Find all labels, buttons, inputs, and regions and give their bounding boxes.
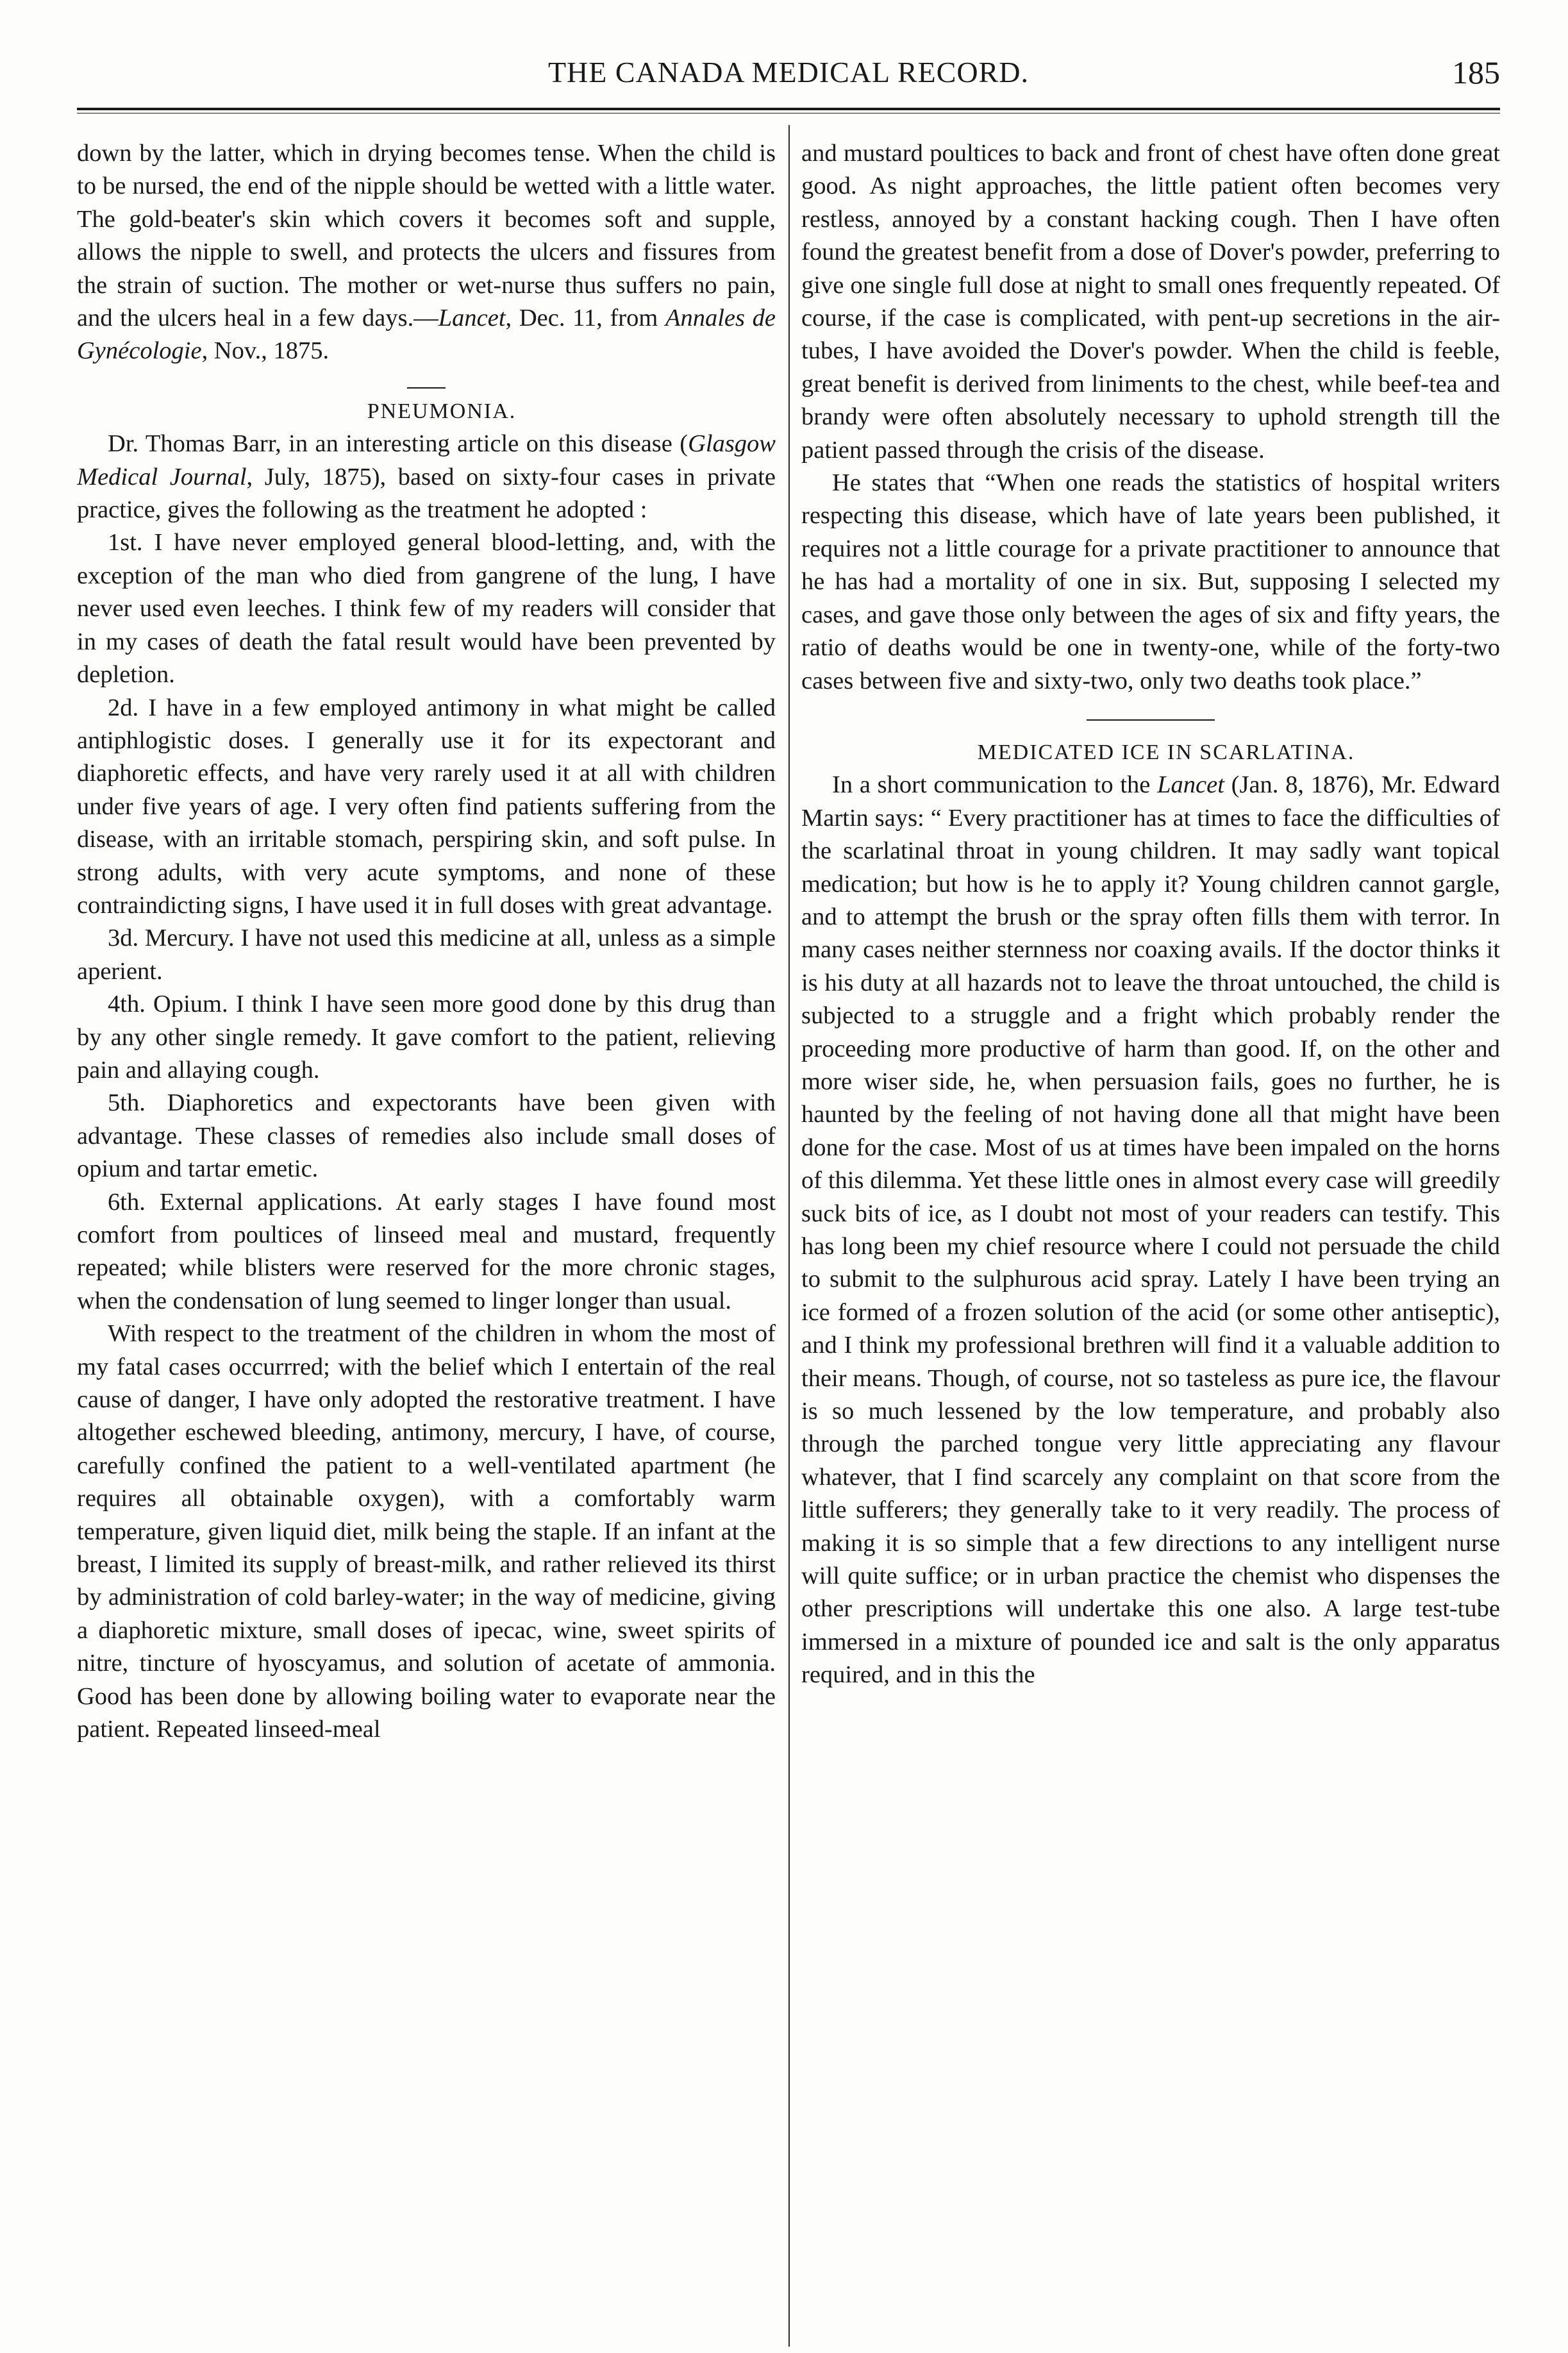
- treatment-item-4: 4th. Opium. I think I have seen more good done by this drug than by any other single remedy. It gave comfort to the patient, relieving pain and allaying cough.: [77, 991, 776, 1084]
- paragraph-children-treatment: With respect to the treatment of the children in whom the most of my fatal cases occurrred; with the belief which I entertain of the real cause of danger, I have only adopted the restorative treatment. I have altogether eschewed bleeding, antimony, mercury, I have, of course, carefully confined the patient to a well-ventilated apartment (he requires all obtainable oxygen), with a comfortably warm temperature, given liquid diet, milk being the staple. If an infant at the breast, I limited its supply of breast-milk, and rather relieved its thirst by administration of cold barley-water; in the way of medicine, giving a diaphoretic mixture, small doses of ipecac, wine, sweet spirits of nitre, tincture of hyoscyamus, and solution of acetate of ammonia. Good has been done by allowing boiling water to evaporate near the patient. Repeated linseed-meal: [77, 1320, 776, 1743]
- citation-lancet: Lancet: [1157, 771, 1224, 799]
- section-heading-pneumonia: PNEUMONIA.: [367, 399, 517, 423]
- column-divider: [788, 125, 790, 2347]
- running-title: THE CANADA MEDICAL RECORD.: [547, 56, 1030, 88]
- citation-lancet: Lancet: [438, 305, 506, 332]
- section-separator: [407, 387, 446, 389]
- section-separator: [1087, 719, 1215, 721]
- treatment-item-3: 3d. Mercury. I have not used this medicine at all, unless as a simple aperient.: [77, 925, 776, 985]
- treatment-item-1: 1st. I have never employed general blood-letting, and, with the exception of the man who died from gangrene of the lung, I have never used even leeches. I think few of my readers will consider that in my cases of death the fatal result would have been prevented by depletion.: [77, 529, 776, 689]
- paragraph-nipple-shield: down by the latter, which in drying becomes tense. When the child is to be nursed, the end of the nipple should be wetted with a little water. The gold-beater's skin which covers it becomes soft and supple, allows the nipple to swell, and protects the ulcers and fissures from the strain of suction. The mother or wet-nurse thus suffers no pain, and the ulcers heal in a few days.—Lancet, Dec. 11, from Annales de Gynécologie, Nov., 1875.: [77, 140, 776, 365]
- treatment-item-2: 2d. I have in a few employed antimony in what might be called antiphlogistic doses. I generally use it for its expectorant and diaphoretic effects, and have very rarely used it at all with children under five years of age. I very often find patients suffering from the disease, with an irritable stomach, perspiring skin, and soft pulse. In strong adults, with very acute symptoms, and none of these contraindicting signs, I have used it in full doses with great advantage.: [77, 694, 776, 919]
- paragraph-intro-barr: Dr. Thomas Barr, in an interesting article on this disease (Glasgow Medical Journal, July, 1875), based on sixty-four cases in private practice, gives the following as the treatment he adopted :: [77, 430, 776, 524]
- header-rule: [77, 108, 1500, 110]
- treatment-item-5: 5th. Diaphoretics and expectorants have been given with advantage. These classes of remedies also include small doses of opium and tartar emetic.: [77, 1089, 776, 1183]
- page-number: 185: [1452, 54, 1500, 90]
- paragraph-medicated-ice: In a short communication to the Lancet (Jan. 8, 1876), Mr. Edward Martin says: “ Every practitioner has at times to face the difficulties of the scarlatinal throat in young children. It may sadly want topical medication; but how is he to apply it? Young children cannot gargle, and to attempt the brush or the spray often fills them with terror. In many cases neither sternness nor coaxing avails. If the doctor thinks it is his duty at all hazards not to leave the throat untouched, the child is subjected to a struggle and a fright which probably render the proceeding more productive of harm than good. If, on the other and more wiser side, he, when persuasion fails, goes no further, he is haunted by the feeling of not having done all that might have been done for the case. Most of us at times have been impaled on the horns of this dilemma. Yet these little ones in almost every case will greedily suck bits of ice, as I doubt not most of your readers can testify. This has long been my chief resource where I could not persuade the child to submit to the sulphurous acid spray. Lately I have been trying an ice formed of a frozen solution of the acid (or some other antiseptic), and I think my professional brethren will find it a valuable addition to their means. Though, of course, not so tasteless as pure ice, the flavour is so much lessened by the low temperature, and probably also through the parched tongue very little appreciating any flavour whatever, that I find scarcely any complaint on that score from the little sufferers; they generally take to it very readily. The process of making it is so simple that a few directions to any intelligent nurse will quite suffice; or in urban practice the chemist who dispenses the other prescriptions will undertake this one also. A large test-tube immersed in a mixture of pounded ice and salt is the only apparatus required, and in this the: [801, 771, 1500, 1689]
- treatment-item-6: 6th. External applications. At early stages I have found most comfort from poultices of linseed meal and mustard, frequently repeated; while blisters were reserved for the more chronic stages, when the condensation of lung seemed to linger longer than usual.: [77, 1188, 776, 1314]
- paragraph-statistics-quote: He states that “When one reads the statistics of hospital writers respecting this disease, which have of late years been published, it requires not a little courage for a private practitioner to announce that he has had a mortality of one in six. But, supposing I selected my cases, and gave those only between the ages of six and fifty years, the ratio of deaths would be one in twenty-one, while of the forty-two cases between five and sixty-two, only two deaths took place.”: [801, 469, 1500, 694]
- citation-annales: Annales de Gynécologie: [77, 305, 776, 365]
- right-column: [801, 137, 1500, 2343]
- left-column: [77, 137, 776, 2343]
- section-heading-medicated-ice: MEDICATED ICE IN SCARLATINA.: [977, 740, 1355, 764]
- paragraph-poultices: and mustard poultices to back and front of chest have often done great good. As night approaches, the little patient often becomes very restless, annoyed by a constant hacking cough. Then I have often found the greatest benefit from a dose of Dover's powder, preferring to give one single full dose at night to small ones frequently repeated. Of course, if the case is complicated, with pent-up secretions in the air-tubes, I have avoided the Dover's powder. When the child is feeble, great benefit is derived from liniments to the chest, while beef-tea and brandy were often absolutely necessary to uphold strength till the patient passed through the crisis of the disease.: [801, 140, 1500, 464]
- page-header: [77, 50, 1500, 95]
- journal-title: Glasgow Medical Journal: [77, 430, 776, 490]
